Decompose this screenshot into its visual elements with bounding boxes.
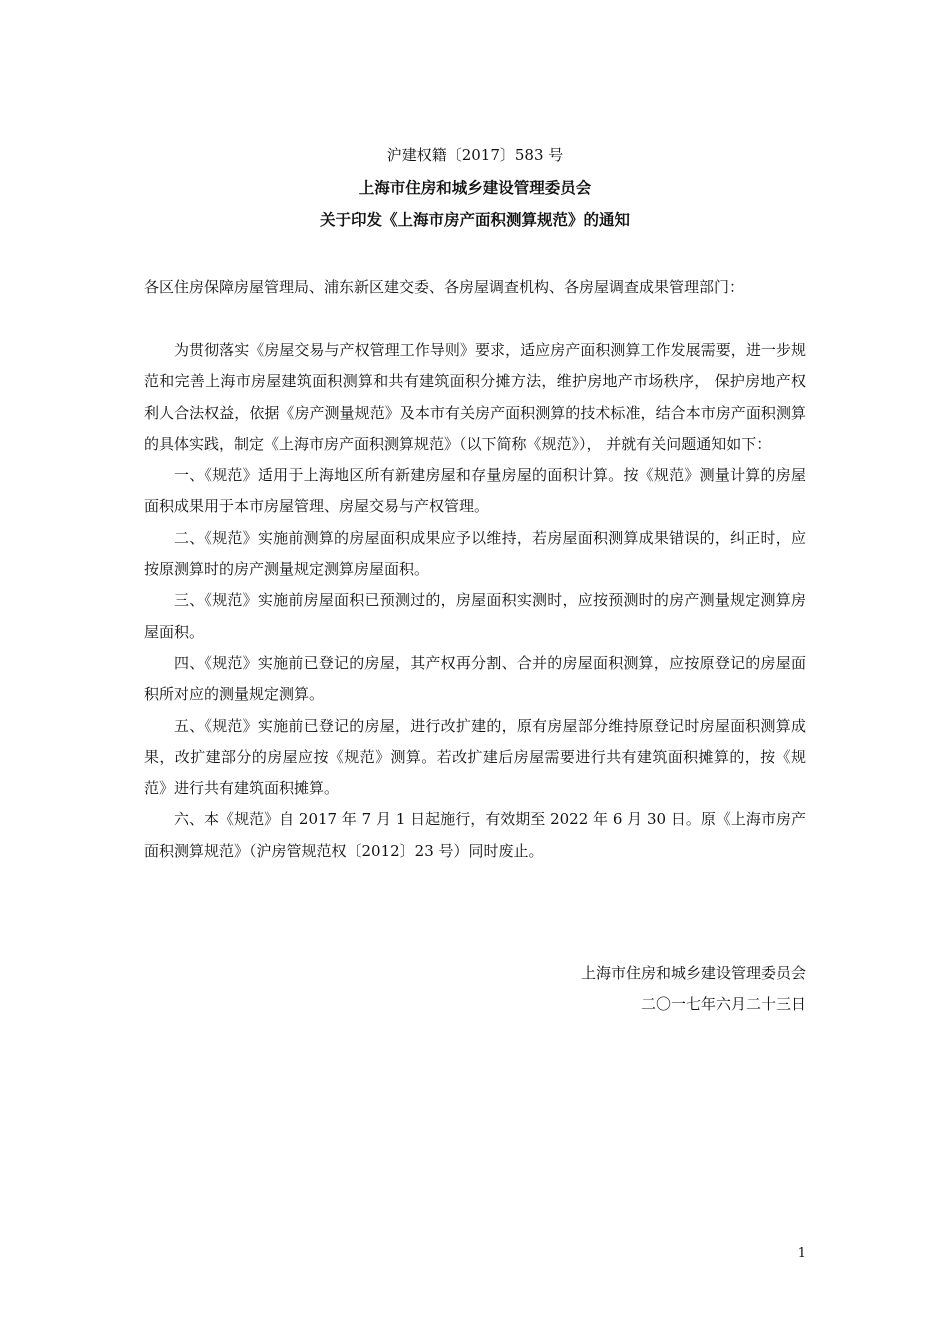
signature-issuer: 上海市住房和城乡建设管理委员会 [580, 964, 806, 982]
paragraph-intro: 为贯彻落实《房屋交易与产权管理工作导则》要求，适应房产面积测算工作发展需要，进一步规范和完善上海市房屋建筑面积测算和共有建筑面积分摊方法，维护房地产市场秩序， 保护房地产权利人合法权益，依据《房产测量规范》及本市有关房产面积测算的技术标准，结合本市房产面积测算的具体实践，制定《上海市房产面积测算规范》（以下简称《规范》）， 并就有关问题通知如下： [144, 341, 806, 453]
paragraph-item-6: 六、本《规范》自 2017 年 7 月 1 日起施行，有效期至 2022 年 6 月 30 日。原《上海市房产面积测算规范》（沪房管规范权〔2012〕23 号）同时废止。 [144, 810, 806, 860]
signature-block [581, 958, 806, 1020]
paragraph-item-3: 三、《规范》实施前房屋面积已预测过的，房屋面积实测时，应按预测时的房产测量规定测算房屋面积。 [144, 591, 806, 641]
notice-body [144, 335, 806, 867]
page-number: 1 [797, 1246, 806, 1261]
addressee: 各区住房保障房屋管理局、浦东新区建交委、各房屋调查机构、各房屋调查成果管理部门： [144, 278, 745, 296]
paragraph-item-1: 一、《规范》适用于上海地区所有新建房屋和存量房屋的面积计算。按《规范》测量计算的房屋面积成果用于本市房屋管理、房屋交易与产权管理。 [144, 466, 806, 516]
document-number: 沪建权籍〔2017〕583 号 [386, 146, 564, 164]
paragraph-item-5: 五、《规范》实施前已登记的房屋，进行改扩建的，原有房屋部分维持原登记时房屋面积测算成果，改扩建部分的房屋应按《规范》测算。若改扩建后房屋需要进行共有建筑面积摊算的，按《规范》进行共有建筑面积摊算。 [144, 716, 806, 798]
paragraph-item-2: 二、《规范》实施前测算的房屋面积成果应予以维持，若房屋面积测算成果错误的，纠正时，应按原测算时的房产测量规定测算房屋面积。 [144, 528, 806, 579]
issuer-title: 上海市住房和城乡建设管理委员会 [358, 178, 592, 197]
paragraph-item-4: 四、《规范》实施前已登记的房屋，其产权再分割、合并的房屋面积测算，应按原登记的房屋面积所对应的测量规定测算。 [144, 653, 806, 704]
notice-title: 关于印发《上海市房产面积测算规范》的通知 [319, 210, 630, 229]
signature-date: 二〇一七年六月二十三日 [640, 995, 806, 1013]
